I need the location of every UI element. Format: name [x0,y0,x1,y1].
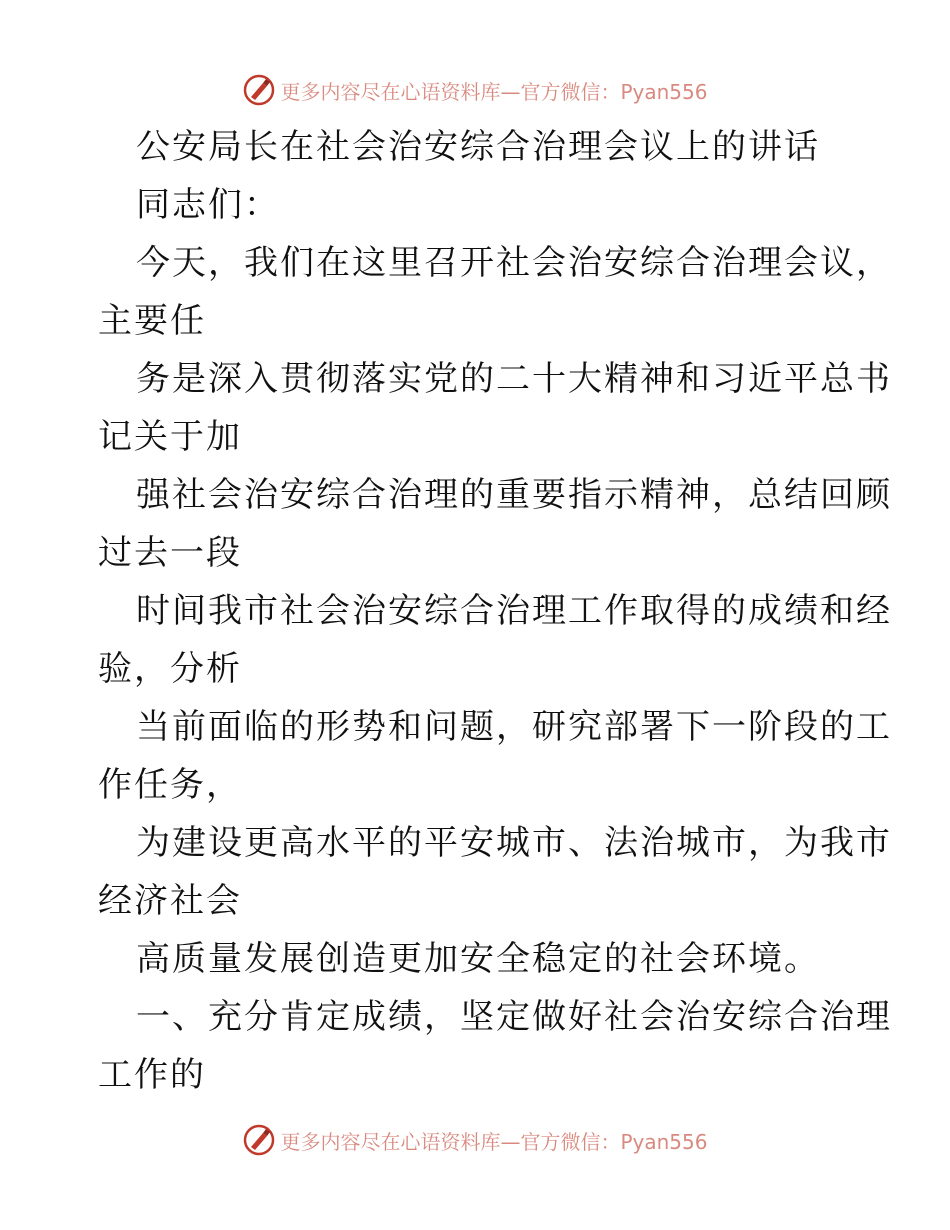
text-line: 过去一段 [98,533,242,573]
text-line: 工作的 [98,1055,206,1095]
header-watermark-text: 更多内容尽在心语资料库—官方微信：Pyan556 [280,79,708,104]
text-line: 作任务， [98,765,242,805]
document-title: 公安局长在社会治安综合治理会议上的讲话 [136,127,820,167]
pen-logo-icon [242,73,276,107]
text-line: 当前面临的形势和问题，研究部署下一阶段的工 [136,707,892,747]
text-line: 经济社会 [98,881,242,921]
text-line: 记关于加 [98,417,242,457]
footer-watermark-banner [0,1120,950,1160]
text-line: 主要任 [98,301,206,341]
text-line: 一、充分肯定成绩，坚定做好社会治安综合治理 [136,997,892,1037]
text-line: 同志们： [136,185,280,225]
text-line: 务是深入贯彻落实党的二十大精神和习近平总书 [136,359,892,399]
header-watermark-banner [0,70,950,110]
footer-watermark-text: 更多内容尽在心语资料库—官方微信：Pyan556 [280,1129,708,1154]
text-line: 时间我市社会治安综合治理工作取得的成绩和经 [136,591,892,631]
text-line: 高质量发展创造更加安全稳定的社会环境。 [136,939,820,979]
pen-logo-icon [242,1123,276,1157]
text-line: 验，分析 [98,649,242,689]
document-body [98,118,892,1104]
text-line: 强社会治安综合治理的重要指示精神，总结回顾 [136,475,892,515]
text-line: 为建设更高水平的平安城市、法治城市，为我市 [136,823,892,863]
text-line: 今天，我们在这里召开社会治安综合治理会议， [136,243,892,283]
